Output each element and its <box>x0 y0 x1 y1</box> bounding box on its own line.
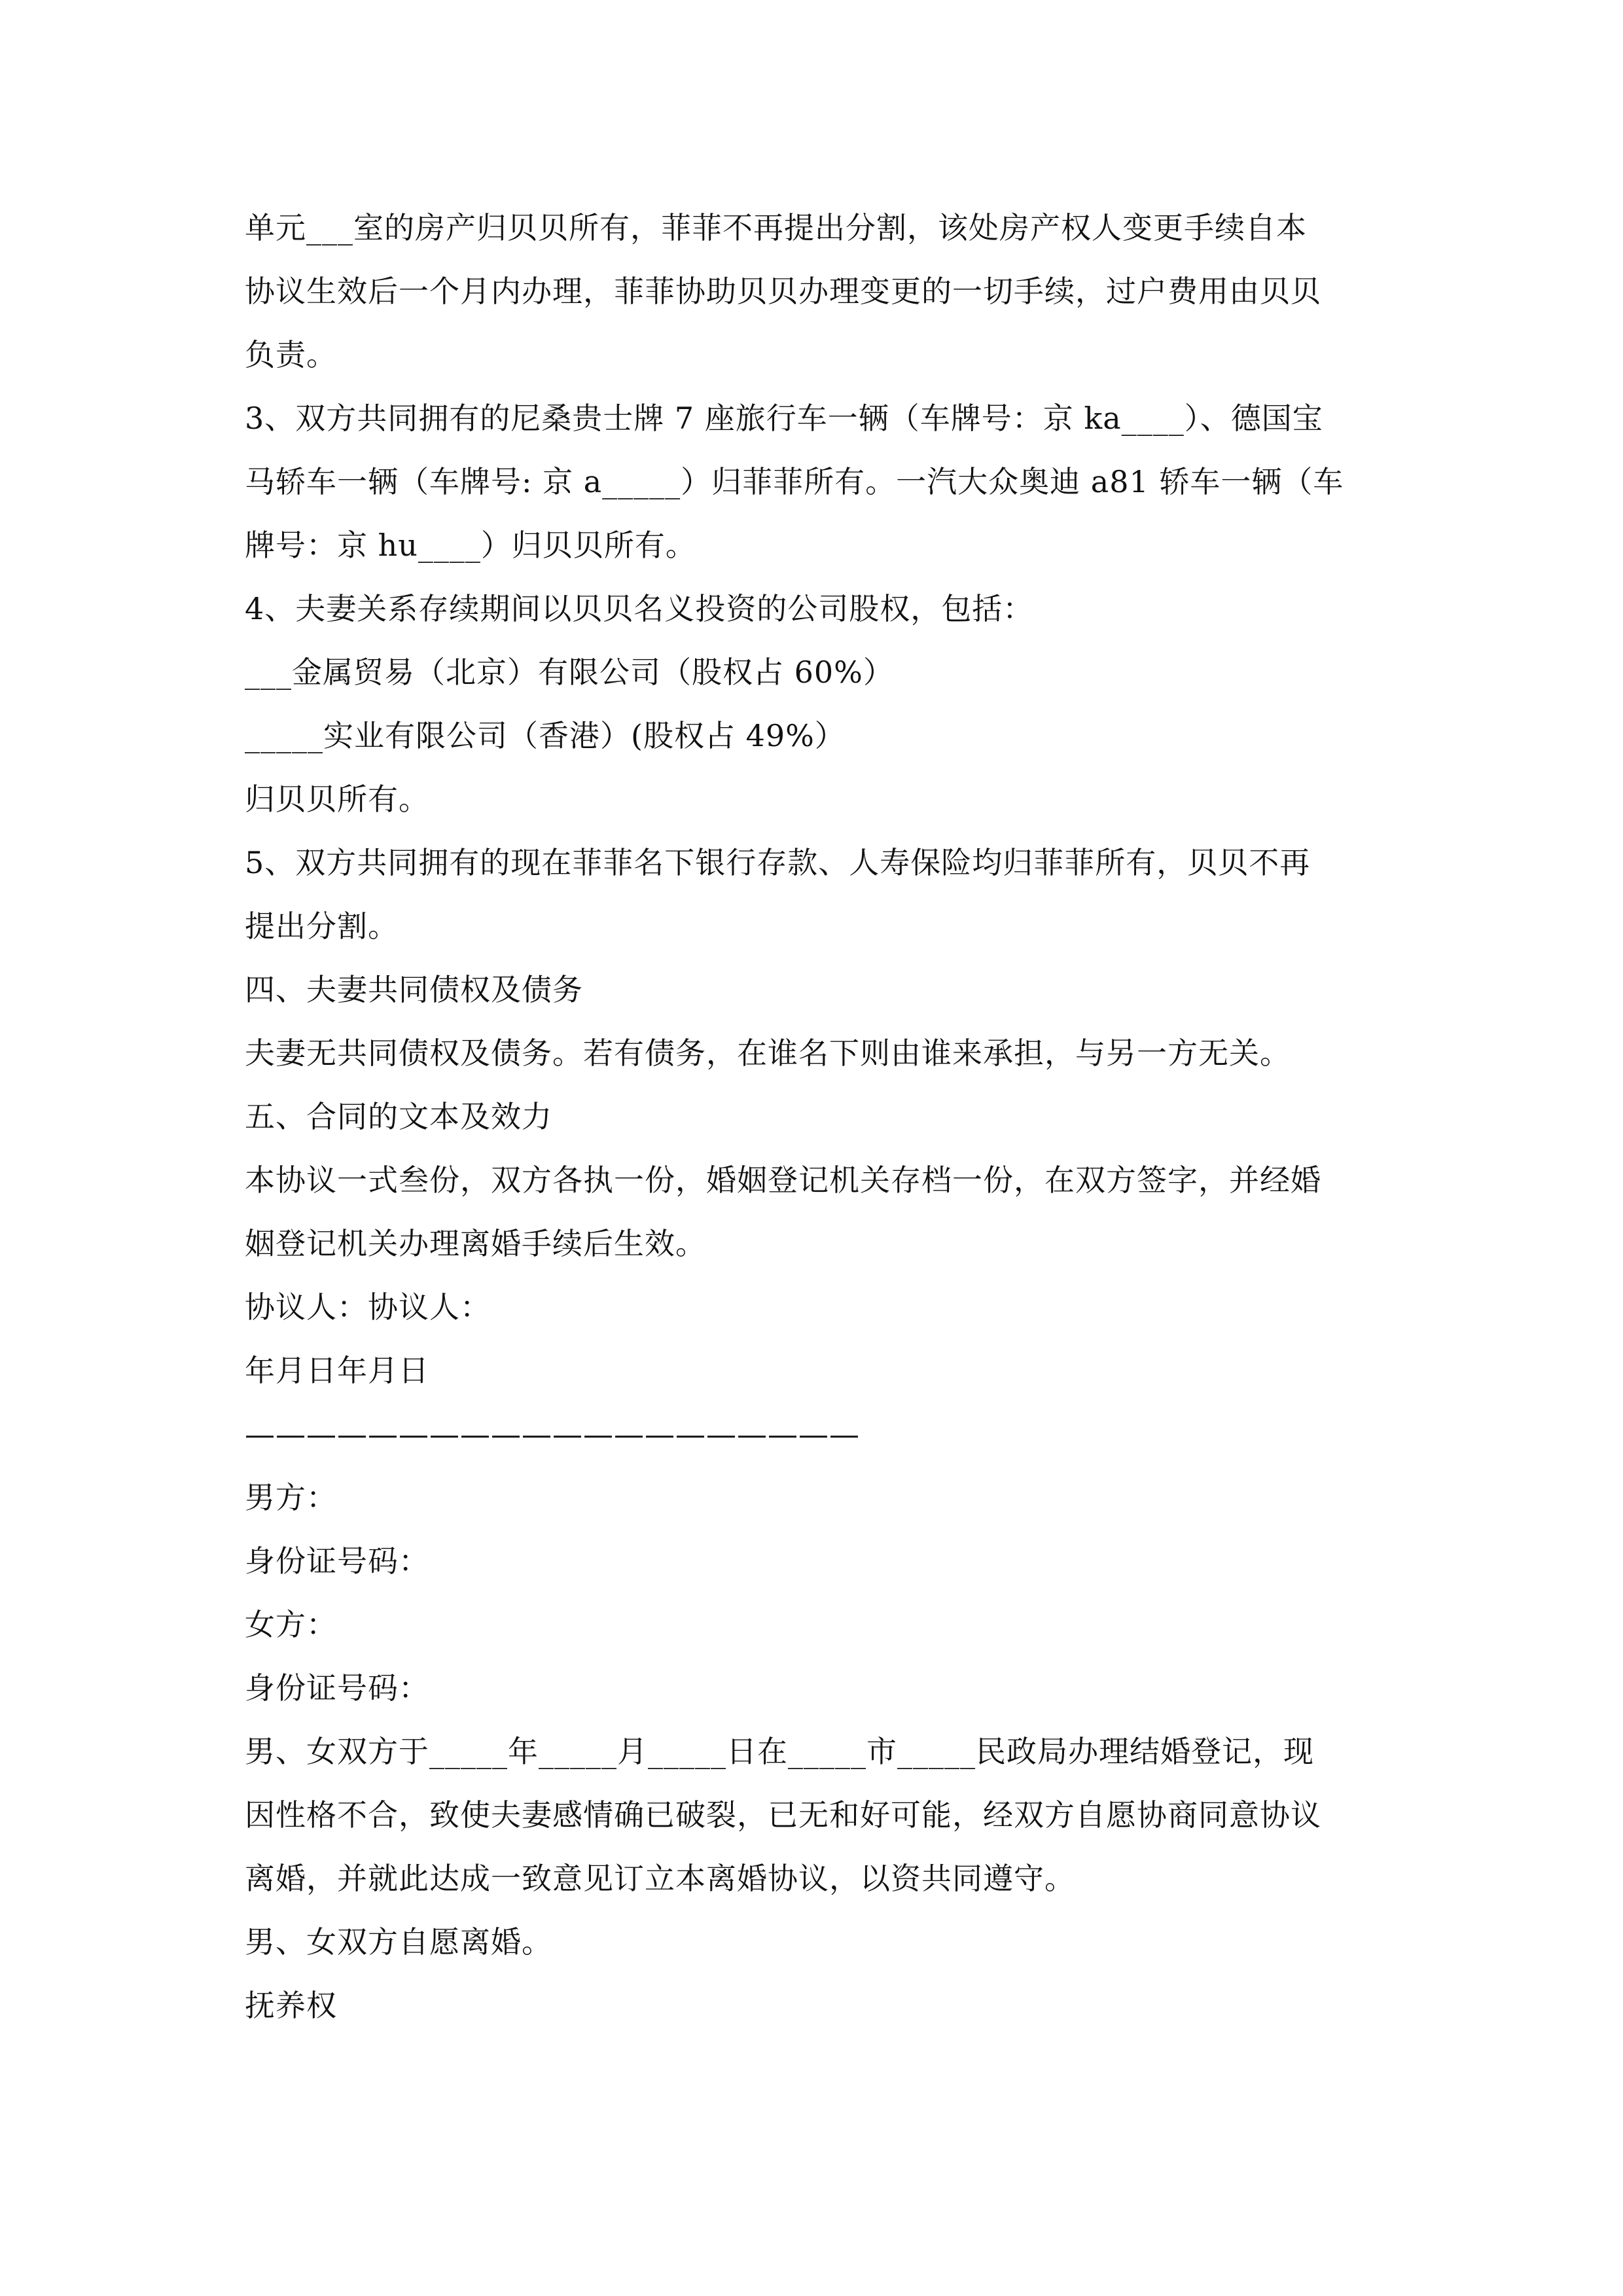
field-label-id-number: 身份证号码： <box>245 1670 429 1706</box>
section-heading: 四、夫妻共同债权及债务 <box>245 972 583 1007</box>
text-line: 本协议一式叁份，双方各执一份，婚姻登记机关存档一份，在双方签字，并经婚 <box>245 1162 1321 1198</box>
text-line: 牌号：京 hu____）归贝贝所有。 <box>245 528 696 563</box>
date-label: 年月日年月日 <box>245 1353 429 1388</box>
text-line: 男、女双方于_____年_____月_____日在_____市_____民政局办理结婚登记，现 <box>245 1734 1314 1769</box>
text-line: 离婚，并就此达成一致意见订立本离婚协议，以资共同遵守。 <box>245 1861 1075 1896</box>
field-label-id-number: 身份证号码： <box>245 1543 429 1579</box>
text-line: 马轿车一辆（车牌号: 京 a_____）归菲菲所有。一汽大众奥迪 a81 轿车一辆（车 <box>245 464 1344 499</box>
text-line: 单元___室的房产归贝贝所有，菲菲不再提出分割，该处房产权人变更手续自本 <box>245 210 1307 245</box>
text-line: 归贝贝所有。 <box>245 781 429 817</box>
text-line: 抚养权 <box>245 1988 337 2023</box>
text-line: _____实业有限公司（香港）(股权占 49%） <box>245 718 846 753</box>
text-line: 姻登记机关办理离婚手续后生效。 <box>245 1226 706 1261</box>
text-line: 协议生效后一个月内办理，菲菲协助贝贝办理变更的一切手续，过户费用由贝贝 <box>245 274 1321 309</box>
text-line: 夫妻无共同债权及债务。若有债务，在谁名下则由谁来承担，与另一方无关。 <box>245 1035 1291 1071</box>
text-line: 提出分割。 <box>245 908 399 944</box>
signature-label: 协议人：协议人： <box>245 1289 491 1325</box>
separator-line: ———————————————————— <box>245 1416 860 1452</box>
text-line: ___金属贸易（北京）有限公司（股权占 60%） <box>245 655 894 690</box>
field-label-male: 男方： <box>245 1480 337 1515</box>
text-line: 负责。 <box>245 337 337 372</box>
document-body <box>245 196 1383 2037</box>
text-line: 因性格不合，致使夫妻感情确已破裂，已无和好可能，经双方自愿协商同意协议 <box>245 1797 1321 1833</box>
text-line: 4、夫妻关系存续期间以贝贝名义投资的公司股权，包括： <box>245 591 1034 626</box>
text-line: 男、女双方自愿离婚。 <box>245 1924 552 1960</box>
text-line: 3、双方共同拥有的尼桑贵士牌 7 座旅行车一辆（车牌号：京 ka____）、德国宝 <box>245 401 1323 436</box>
field-label-female: 女方： <box>245 1607 337 1642</box>
text-line: 5、双方共同拥有的现在菲菲名下银行存款、人寿保险均归菲菲所有，贝贝不再 <box>245 845 1311 880</box>
section-heading: 五、合同的文本及效力 <box>245 1099 552 1134</box>
